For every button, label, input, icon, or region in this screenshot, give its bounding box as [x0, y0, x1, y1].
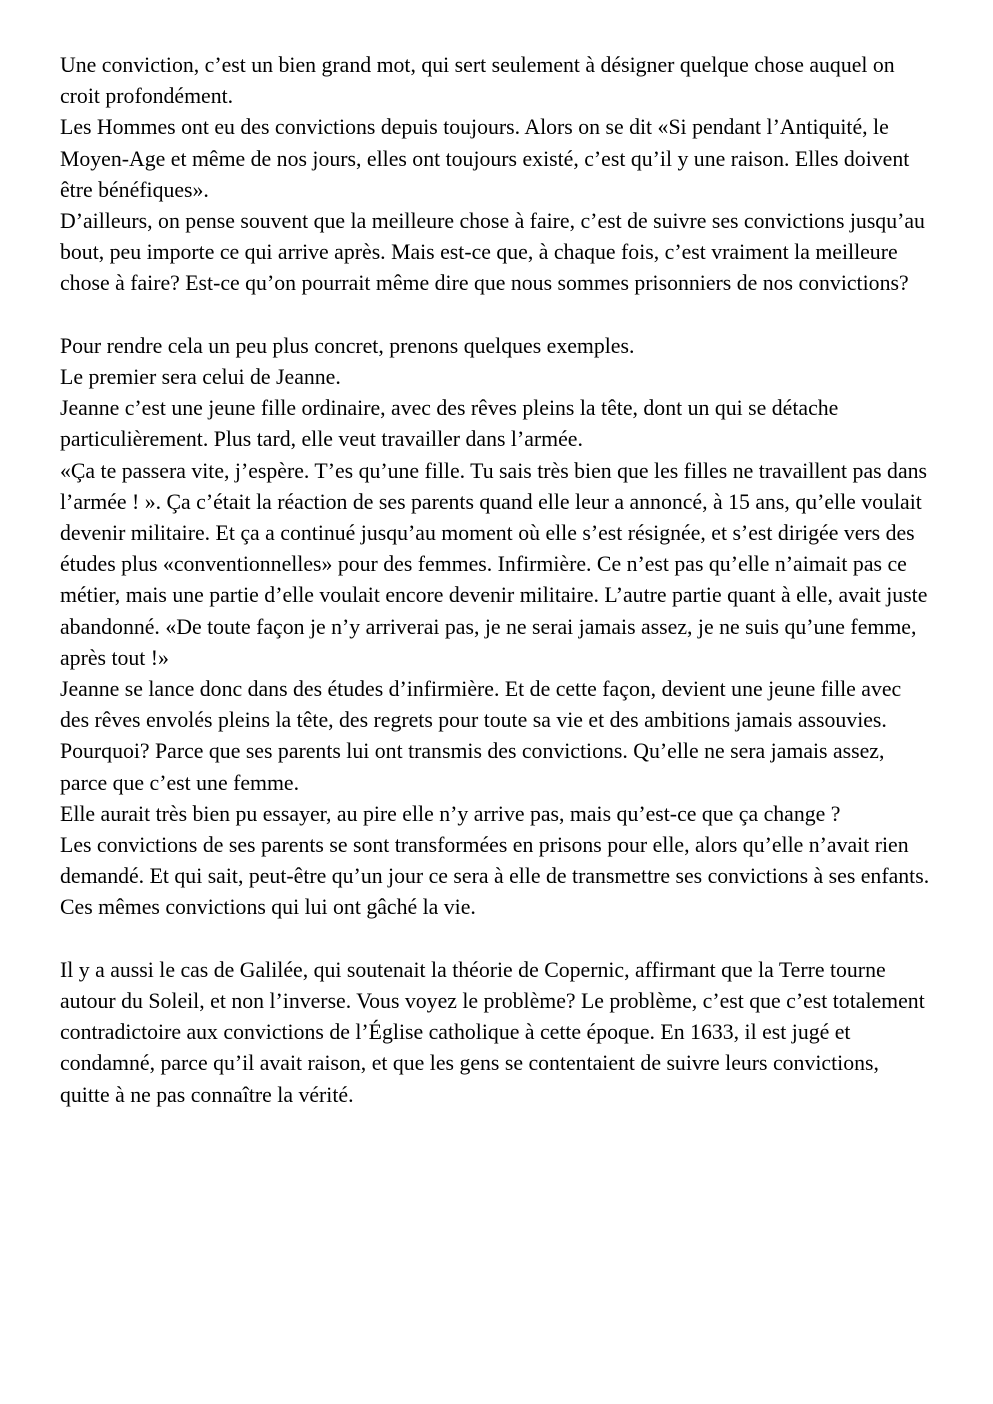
paragraph: Ces mêmes convictions qui lui ont gâché la vie.: [60, 895, 476, 920]
paragraph-block-galilee: [60, 955, 932, 1111]
paragraph: D’ailleurs, on pense souvent que la meilleure chose à faire, c’est de suivre ses convictions jusqu’au bout, peu importe ce qui arrive après. Mais est-ce que, à chaque fois, c’est vraiment la meilleure chose à faire? Est-ce qu’on pourrait même dire que nous sommes prisonniers de nos convictions?: [60, 209, 925, 296]
paragraph: Pour rendre cela un peu plus concret, prenons quelques exemples.: [60, 333, 635, 358]
paragraph: «Ça te passera vite, j’espère. T’es qu’une fille. Tu sais très bien que les filles ne travaillent pas dans l’armée ! ». Ça c’était la réaction de ses parents quand elle leur a annoncé, à 15 ans, qu’elle voulait devenir militaire. Et ça a continué jusqu’au moment où elle s’est résignée, et s’est dirigée vers des études plus «conventionnelles» pour des femmes. Infirmière. Ce n’est pas qu’elle n’aimait pas ce métier, mais une partie d’elle voulait encore devenir militaire. L’autre partie quant à elle, avait juste abandonné. «De toute façon je n’y arriverai pas, je ne serai jamais assez, je ne suis qu’une femme, après tout !»: [60, 458, 928, 670]
paragraph: Une conviction, c’est un bien grand mot, qui sert seulement à désigner quelque chose auquel on croit profondément.: [60, 53, 895, 109]
document-text-body: [60, 50, 932, 1111]
paragraph: Pourquoi? Parce que ses parents lui ont transmis des convictions. Qu’elle ne sera jamais assez, parce que c’est une femme.: [60, 739, 885, 795]
paragraph: Jeanne se lance donc dans des études d’infirmière. Et de cette façon, devient une jeune fille avec des rêves envolés pleins la tête, des regrets pour toute sa vie et des ambitions jamais assouvies.: [60, 677, 902, 733]
paragraph: Le premier sera celui de Jeanne.: [60, 365, 341, 390]
paragraph: Jeanne c’est une jeune fille ordinaire, avec des rêves pleins la tête, dont un qui se détache particulièrement. Plus tard, elle veut travailler dans l’armée.: [60, 396, 839, 452]
paragraph: Il y a aussi le cas de Galilée, qui soutenait la théorie de Copernic, affirmant que la Terre tourne autour du Soleil, et non l’inverse. Vous voyez le problème? Le problème, c’est que c’est totalement contradictoire aux convictions de l’Église catholique à cette époque. En 1633, il est jugé et condamné, parce qu’il avait raison, et que les gens se contentaient de suivre leurs convictions, quitte à ne pas connaître la vérité.: [60, 957, 925, 1107]
paragraph-block-jeanne: [60, 331, 932, 924]
paragraph-block-intro: [60, 50, 932, 300]
paragraph: Les convictions de ses parents se sont transformées en prisons pour elle, alors qu’elle n’avait rien demandé. Et qui sait, peut-être qu’un jour ce sera à elle de transmettre ses convictions à ses enfants.: [60, 833, 930, 889]
paragraph: Elle aurait très bien pu essayer, au pire elle n’y arrive pas, mais qu’est-ce que ça change ?: [60, 801, 841, 826]
paragraph: Les Hommes ont eu des convictions depuis toujours. Alors on se dit «Si pendant l’Antiquité, le Moyen-Age et même de nos jours, elles ont toujours existé, c’est qu’il y une raison. Elles doivent être bénéfiques».: [60, 115, 910, 202]
